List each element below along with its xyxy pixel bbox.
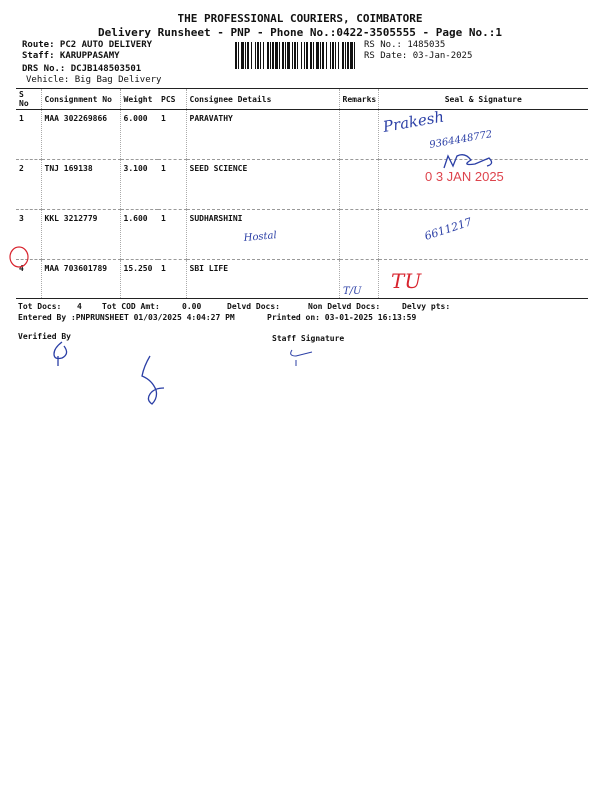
barcode	[235, 42, 357, 69]
tot-cod-value: 0.00	[182, 302, 202, 311]
row-sno: 3	[16, 210, 41, 260]
row-weight: 15.250	[120, 260, 158, 299]
row-pcs: 1	[158, 110, 186, 160]
row-weight: 6.000	[120, 110, 158, 160]
row-remarks	[339, 210, 378, 260]
rs-number: RS No.: 1485035	[364, 40, 446, 50]
col-weight: Weight	[120, 89, 158, 110]
drs-number: DRS No.: DCJB148503501	[22, 64, 142, 74]
row4-remark: T/U	[343, 286, 362, 297]
row-consignment: KKL 3212779	[41, 210, 120, 260]
row-consignee: PARAVATHY	[186, 110, 339, 160]
rs-date: RS Date: 03-Jan-2025	[364, 51, 473, 61]
table-header-row	[16, 89, 588, 110]
delvy-pts-label: Delvy pts:	[402, 302, 451, 311]
table-row	[16, 110, 588, 160]
col-remarks: Remarks	[339, 89, 378, 110]
verifier-signature-long	[142, 356, 164, 404]
table-row	[16, 210, 588, 260]
row3-remark: Hostal	[243, 230, 278, 244]
row-consignee: SEED SCIENCE	[186, 160, 339, 210]
runsheet-subtitle: Delivery Runsheet - PNP - Phone No.:0422-3505555 - Page No.:1	[98, 26, 502, 39]
row-consignment: MAA 703601789	[41, 260, 120, 299]
table-row	[16, 160, 588, 210]
row-pcs: 1	[158, 160, 186, 210]
row4-signature: TU	[391, 269, 422, 293]
tot-cod-label: Tot COD Amt:	[102, 302, 160, 311]
non-delvd-docs-label: Non Delvd Docs:	[308, 302, 381, 311]
tot-docs-value: 4	[77, 302, 82, 311]
col-sno: S No	[16, 89, 41, 110]
row-seal	[378, 160, 588, 210]
col-consignment: Consignment No	[41, 89, 120, 110]
row-sno: 1	[16, 110, 41, 160]
route-label: Route: PC2 AUTO DELIVERY	[22, 40, 153, 50]
row-seal	[378, 210, 588, 260]
row-consignee: SUDHARSHINI	[186, 210, 339, 260]
printed-on: Printed on: 03-01-2025 16:13:59	[267, 313, 417, 322]
row-seal	[378, 260, 588, 299]
row-sno: 4	[16, 260, 41, 299]
col-consignee: Consignee Details	[186, 89, 339, 110]
row-sno: 2	[16, 160, 41, 210]
entered-by: Entered By :PNPRUNSHEET 01/03/2025 4:04:27 PM	[18, 313, 235, 322]
runsheet-table	[16, 88, 588, 299]
tot-docs-label: Tot Docs:	[18, 302, 62, 311]
row-remarks	[339, 110, 378, 160]
row-consignment: TNJ 169138	[41, 160, 120, 210]
col-pcs: PCS	[158, 89, 186, 110]
row1-phone: 9364448772	[428, 129, 494, 151]
row-remarks	[339, 160, 378, 210]
staff-label: Staff: KARUPPASAMY	[22, 51, 120, 61]
row-pcs: 1	[158, 260, 186, 299]
verified-by-signature	[54, 342, 67, 366]
row-weight: 1.600	[120, 210, 158, 260]
row1-signature: Prakesh	[381, 107, 446, 136]
vehicle-label: Vehicle: Big Bag Delivery	[26, 75, 162, 85]
staff-signature-label: Staff Signature	[272, 334, 345, 343]
row-seal	[378, 107, 588, 160]
delvd-docs-label: Delvd Docs:	[227, 302, 280, 311]
row2-date-stamp: 0 3 JAN 2025	[425, 169, 504, 184]
row-consignment: MAA 302269866	[41, 110, 120, 160]
row-pcs: 1	[158, 210, 186, 260]
company-title: THE PROFESSIONAL COURIERS, COIMBATORE	[177, 12, 423, 25]
staff-signature-scribble	[291, 350, 312, 366]
row-remarks	[339, 260, 378, 299]
table-row	[16, 260, 588, 299]
verified-by-label: Verified By	[18, 332, 71, 341]
row3-signature: 6611217	[422, 215, 474, 243]
col-seal: Seal & Signature	[378, 89, 588, 110]
row-weight: 3.100	[120, 160, 158, 210]
row-consignee: SBI LIFE	[186, 260, 339, 299]
